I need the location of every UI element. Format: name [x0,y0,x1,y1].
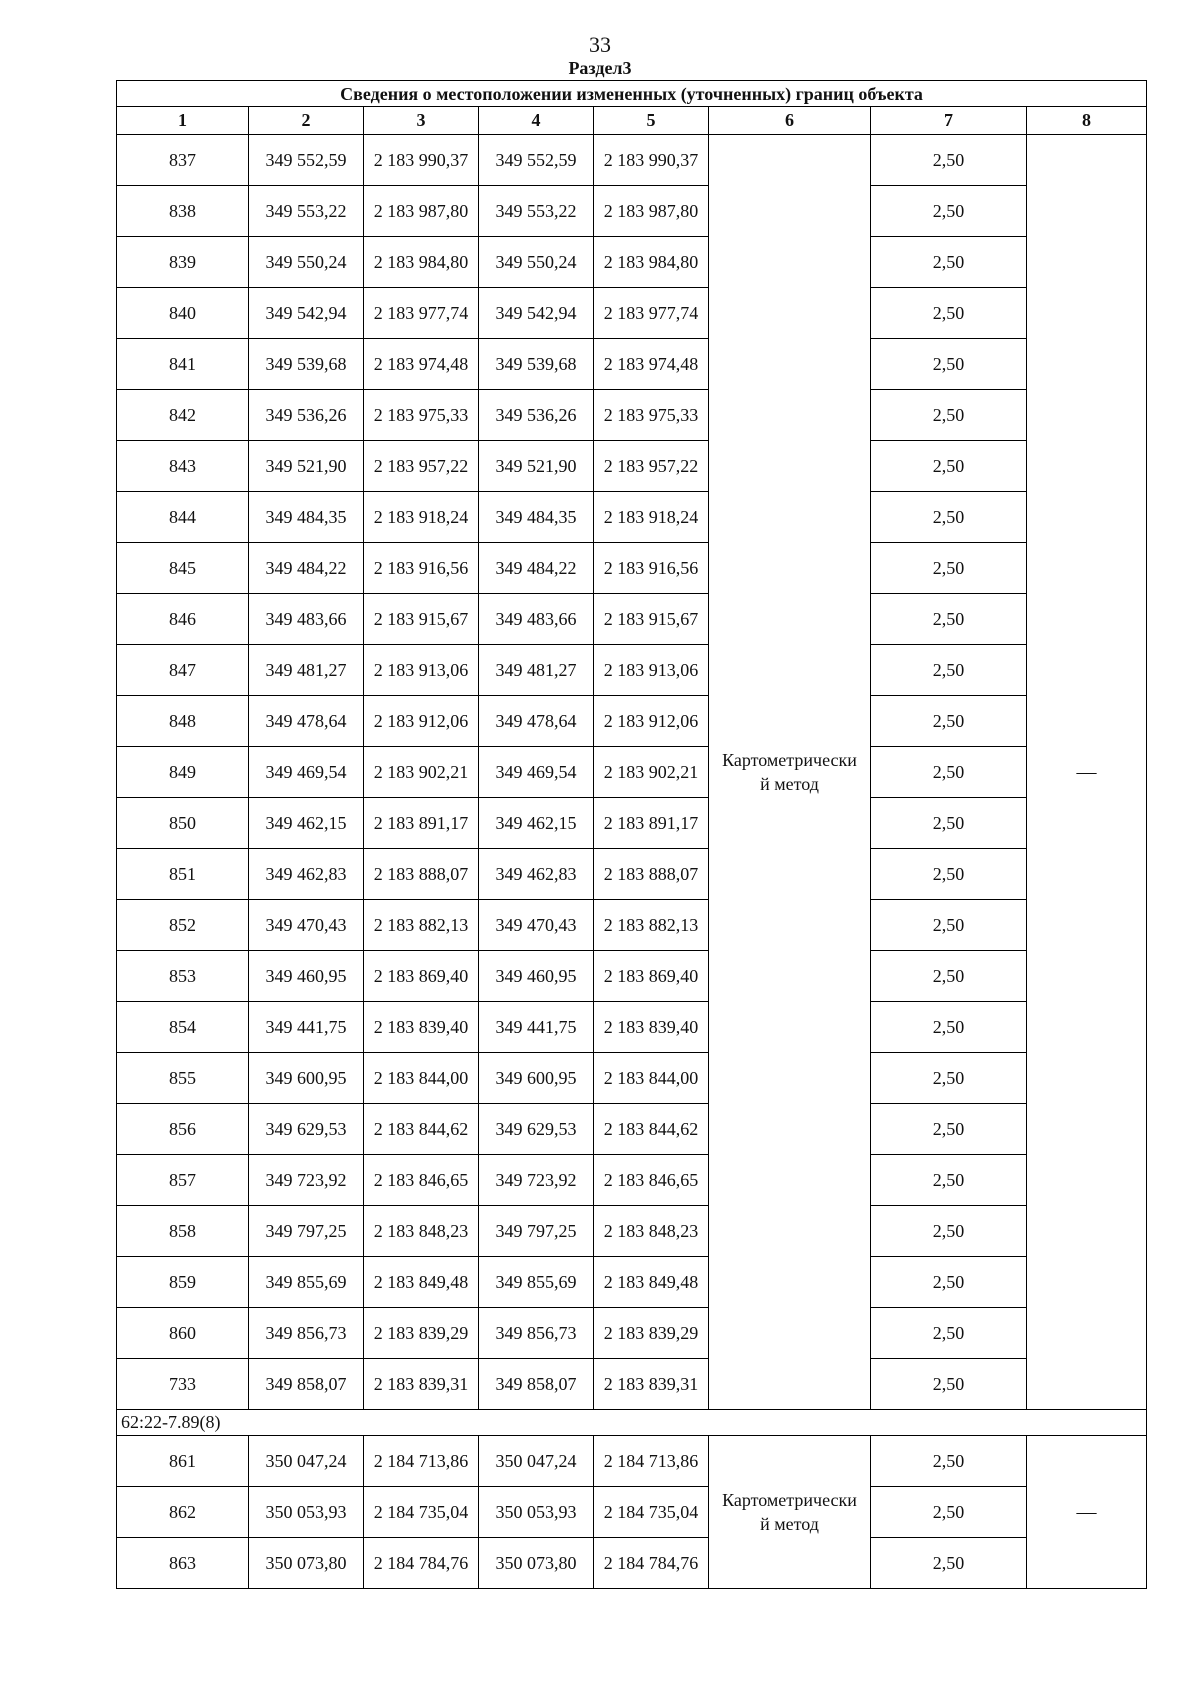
precision-cell: 2,50 [871,645,1027,696]
coord-y-new: 2 183 918,24 [594,492,709,543]
point-number: 854 [117,1002,249,1053]
coord-y-new: 2 183 912,06 [594,696,709,747]
point-number: 863 [117,1538,249,1589]
coord-x-old: 349 484,22 [249,543,364,594]
coord-y-old: 2 183 915,67 [364,594,479,645]
coord-y-old: 2 183 891,17 [364,798,479,849]
coord-x-old: 349 858,07 [249,1359,364,1410]
column-header: 7 [871,107,1027,135]
point-number: 840 [117,288,249,339]
point-number: 843 [117,441,249,492]
precision-cell: 2,50 [871,1053,1027,1104]
coord-x-old: 349 469,54 [249,747,364,798]
table-row [117,951,1147,1002]
coord-y-new: 2 183 848,23 [594,1206,709,1257]
coord-y-new: 2 183 882,13 [594,900,709,951]
coord-x-new: 349 462,15 [479,798,594,849]
table-row [117,849,1147,900]
precision-cell: 2,50 [871,135,1027,186]
precision-cell: 2,50 [871,900,1027,951]
coord-y-old: 2 183 975,33 [364,390,479,441]
table-row [117,1002,1147,1053]
table-row [117,543,1147,594]
coord-y-new: 2 184 784,76 [594,1538,709,1589]
column-header: 3 [364,107,479,135]
coord-x-new: 349 484,35 [479,492,594,543]
coord-x-new: 349 552,59 [479,135,594,186]
coord-x-old: 349 521,90 [249,441,364,492]
coord-x-new: 349 462,83 [479,849,594,900]
precision-cell: 2,50 [871,543,1027,594]
coord-x-old: 349 550,24 [249,237,364,288]
precision-cell: 2,50 [871,1206,1027,1257]
table-row [117,1257,1147,1308]
precision-cell: 2,50 [871,288,1027,339]
table-row [117,1487,1147,1538]
note-cell: — [1027,1436,1147,1589]
coord-x-new: 349 542,94 [479,288,594,339]
coord-y-old: 2 184 713,86 [364,1436,479,1487]
coord-y-new: 2 183 974,48 [594,339,709,390]
coord-x-old: 349 553,22 [249,186,364,237]
point-number: 839 [117,237,249,288]
coord-x-new: 349 521,90 [479,441,594,492]
coord-x-old: 349 855,69 [249,1257,364,1308]
precision-cell: 2,50 [871,1359,1027,1410]
method-cell: Картометрически й метод [709,1436,871,1589]
coord-x-new: 350 053,93 [479,1487,594,1538]
point-number: 850 [117,798,249,849]
coord-y-old: 2 184 735,04 [364,1487,479,1538]
coord-x-old: 349 481,27 [249,645,364,696]
coord-y-old: 2 183 974,48 [364,339,479,390]
coord-y-old: 2 183 916,56 [364,543,479,594]
point-number: 849 [117,747,249,798]
coord-x-old: 349 462,15 [249,798,364,849]
coord-x-new: 349 797,25 [479,1206,594,1257]
coord-x-new: 349 536,26 [479,390,594,441]
coord-x-old: 349 484,35 [249,492,364,543]
note-cell: — [1027,135,1147,1410]
table-row [117,390,1147,441]
precision-cell: 2,50 [871,1308,1027,1359]
coord-x-old: 349 483,66 [249,594,364,645]
point-number: 857 [117,1155,249,1206]
precision-cell: 2,50 [871,696,1027,747]
coord-x-new: 349 858,07 [479,1359,594,1410]
coord-y-old: 2 183 984,80 [364,237,479,288]
coord-x-new: 349 441,75 [479,1002,594,1053]
coord-x-new: 349 539,68 [479,339,594,390]
coord-x-old: 350 047,24 [249,1436,364,1487]
table-row [117,594,1147,645]
coord-y-old: 2 183 839,29 [364,1308,479,1359]
table-row [117,237,1147,288]
precision-cell: 2,50 [871,1002,1027,1053]
coord-x-old: 350 053,93 [249,1487,364,1538]
column-header: 1 [117,107,249,135]
coord-x-old: 349 478,64 [249,696,364,747]
coord-x-new: 349 469,54 [479,747,594,798]
coord-x-old: 349 542,94 [249,288,364,339]
point-number: 856 [117,1104,249,1155]
coord-y-old: 2 183 849,48 [364,1257,479,1308]
coord-x-new: 349 483,66 [479,594,594,645]
coord-y-new: 2 184 735,04 [594,1487,709,1538]
point-number: 860 [117,1308,249,1359]
coord-y-new: 2 183 839,31 [594,1359,709,1410]
point-number: 844 [117,492,249,543]
precision-cell: 2,50 [871,237,1027,288]
coord-y-new: 2 183 844,62 [594,1104,709,1155]
coord-y-old: 2 183 888,07 [364,849,479,900]
coord-x-new: 349 481,27 [479,645,594,696]
coord-y-old: 2 183 977,74 [364,288,479,339]
point-number: 848 [117,696,249,747]
column-header: 2 [249,107,364,135]
coord-y-old: 2 183 839,31 [364,1359,479,1410]
precision-cell: 2,50 [871,186,1027,237]
coord-x-old: 349 462,83 [249,849,364,900]
point-number: 851 [117,849,249,900]
table-row [117,1104,1147,1155]
coord-y-new: 2 183 916,56 [594,543,709,594]
table-row [117,1436,1147,1487]
coord-x-old: 349 797,25 [249,1206,364,1257]
coord-x-old: 349 539,68 [249,339,364,390]
section-label: Раздел3 [568,58,632,78]
precision-cell: 2,50 [871,1436,1027,1487]
coord-y-new: 2 183 975,33 [594,390,709,441]
coord-y-old: 2 183 848,23 [364,1206,479,1257]
table-row [117,339,1147,390]
precision-cell: 2,50 [871,849,1027,900]
point-number: 845 [117,543,249,594]
coord-y-new: 2 183 915,67 [594,594,709,645]
coord-x-old: 349 856,73 [249,1308,364,1359]
column-header: 6 [709,107,871,135]
coord-x-new: 349 855,69 [479,1257,594,1308]
coord-x-old: 349 460,95 [249,951,364,1002]
coord-y-new: 2 183 902,21 [594,747,709,798]
coord-y-new: 2 183 891,17 [594,798,709,849]
coord-y-old: 2 183 844,62 [364,1104,479,1155]
precision-cell: 2,50 [871,1487,1027,1538]
table-row [117,441,1147,492]
coord-x-new: 349 460,95 [479,951,594,1002]
precision-cell: 2,50 [871,594,1027,645]
coord-y-old: 2 183 902,21 [364,747,479,798]
coord-y-new: 2 183 839,29 [594,1308,709,1359]
coord-x-new: 349 484,22 [479,543,594,594]
point-number: 838 [117,186,249,237]
precision-cell: 2,50 [871,339,1027,390]
group-label-row [117,1410,1147,1436]
point-number: 862 [117,1487,249,1538]
coord-y-new: 2 183 913,06 [594,645,709,696]
precision-cell: 2,50 [871,951,1027,1002]
coord-y-old: 2 183 957,22 [364,441,479,492]
table-row [117,747,1147,798]
coord-x-old: 349 470,43 [249,900,364,951]
point-number: 859 [117,1257,249,1308]
coord-x-new: 349 470,43 [479,900,594,951]
coord-x-new: 350 047,24 [479,1436,594,1487]
precision-cell: 2,50 [871,441,1027,492]
precision-cell: 2,50 [871,798,1027,849]
precision-cell: 2,50 [871,492,1027,543]
coord-x-new: 349 550,24 [479,237,594,288]
point-number: 855 [117,1053,249,1104]
coord-y-new: 2 183 844,00 [594,1053,709,1104]
point-number: 858 [117,1206,249,1257]
coord-y-old: 2 183 839,40 [364,1002,479,1053]
coord-y-old: 2 183 846,65 [364,1155,479,1206]
table-row [117,1308,1147,1359]
precision-cell: 2,50 [871,1155,1027,1206]
coord-x-old: 350 073,80 [249,1538,364,1589]
precision-cell: 2,50 [871,390,1027,441]
coord-x-old: 349 723,92 [249,1155,364,1206]
table-row [117,186,1147,237]
coord-y-new: 2 183 977,74 [594,288,709,339]
coord-y-old: 2 183 990,37 [364,135,479,186]
coord-x-new: 349 629,53 [479,1104,594,1155]
point-number: 837 [117,135,249,186]
table-row [117,1359,1147,1410]
table-row [117,645,1147,696]
coord-y-old: 2 183 869,40 [364,951,479,1002]
point-number: 852 [117,900,249,951]
coord-y-new: 2 183 957,22 [594,441,709,492]
coord-y-old: 2 183 844,00 [364,1053,479,1104]
table-row [117,798,1147,849]
precision-cell: 2,50 [871,1104,1027,1155]
table-row [117,135,1147,186]
point-number: 841 [117,339,249,390]
column-header: 4 [479,107,594,135]
boundary-table [116,80,1147,1589]
coord-x-new: 349 600,95 [479,1053,594,1104]
column-header: 5 [594,107,709,135]
coord-y-new: 2 183 888,07 [594,849,709,900]
precision-cell: 2,50 [871,1257,1027,1308]
coord-x-new: 349 478,64 [479,696,594,747]
coord-y-new: 2 183 984,80 [594,237,709,288]
table-row [117,900,1147,951]
column-header: 8 [1027,107,1147,135]
coord-x-new: 349 553,22 [479,186,594,237]
coord-y-old: 2 183 913,06 [364,645,479,696]
table-row [117,492,1147,543]
precision-cell: 2,50 [871,747,1027,798]
point-number: 846 [117,594,249,645]
coord-y-new: 2 183 839,40 [594,1002,709,1053]
coord-y-old: 2 184 784,76 [364,1538,479,1589]
coord-y-new: 2 184 713,86 [594,1436,709,1487]
method-cell: Картометрически й метод [709,135,871,1410]
coord-x-new: 349 856,73 [479,1308,594,1359]
table-row [117,1538,1147,1589]
table-row [117,288,1147,339]
page-number: 33 [589,32,611,57]
table-title: Сведения о местоположении измененных (уточненных) границ объекта [117,81,1147,107]
point-number: 733 [117,1359,249,1410]
coord-y-new: 2 183 990,37 [594,135,709,186]
point-number: 861 [117,1436,249,1487]
coord-x-old: 349 441,75 [249,1002,364,1053]
point-number: 853 [117,951,249,1002]
coord-y-new: 2 183 849,48 [594,1257,709,1308]
coord-y-old: 2 183 918,24 [364,492,479,543]
coord-x-old: 349 552,59 [249,135,364,186]
precision-cell: 2,50 [871,1538,1027,1589]
table-row [117,696,1147,747]
coord-x-new: 349 723,92 [479,1155,594,1206]
coord-y-old: 2 183 912,06 [364,696,479,747]
group-label: 62:22-7.89(8) [117,1410,1147,1436]
table-row [117,1206,1147,1257]
coord-x-new: 350 073,80 [479,1538,594,1589]
table-row [117,1053,1147,1104]
coord-y-old: 2 183 987,80 [364,186,479,237]
point-number: 847 [117,645,249,696]
coord-x-old: 349 600,95 [249,1053,364,1104]
table-row [117,1155,1147,1206]
point-number: 842 [117,390,249,441]
coord-x-old: 349 629,53 [249,1104,364,1155]
coord-y-new: 2 183 987,80 [594,186,709,237]
coord-y-new: 2 183 846,65 [594,1155,709,1206]
coord-y-old: 2 183 882,13 [364,900,479,951]
coord-x-old: 349 536,26 [249,390,364,441]
coord-y-new: 2 183 869,40 [594,951,709,1002]
